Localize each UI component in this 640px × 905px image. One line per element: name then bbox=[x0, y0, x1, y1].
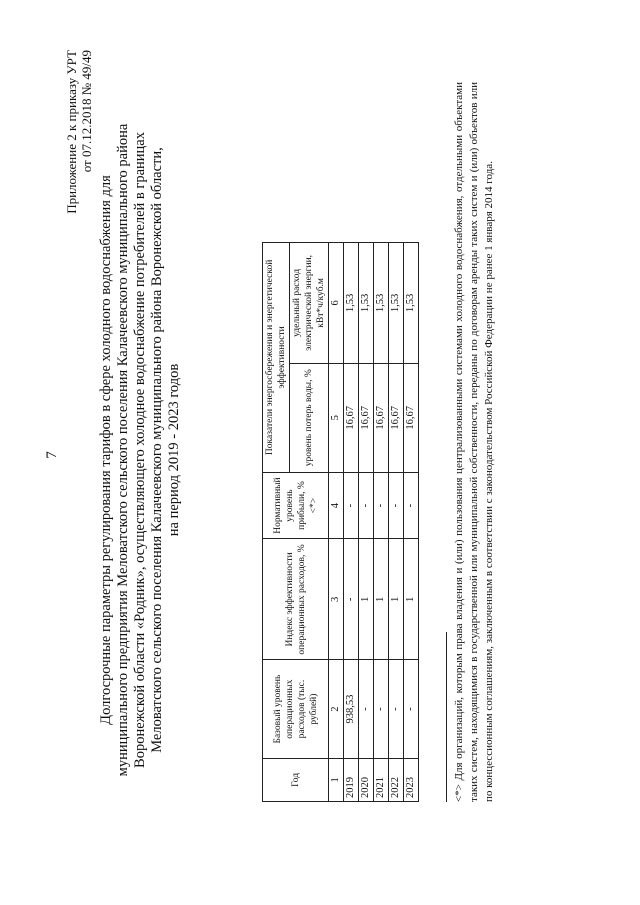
title-line-1: Долгосрочные параметры регулирования тарифов в сфере холодного водоснабжения для bbox=[98, 175, 114, 725]
cell-power-consumption: 1,53 bbox=[374, 243, 389, 364]
col-number: 4 bbox=[329, 472, 344, 539]
appendix-line-2: от 07.12.2018 № 49/49 bbox=[79, 50, 94, 173]
cell-normative-profit: - bbox=[389, 472, 404, 539]
table-row bbox=[344, 243, 359, 802]
cell-base-level: 938,53 bbox=[344, 660, 359, 758]
tariff-parameters-table bbox=[262, 242, 419, 802]
cell-power-consumption: 1,53 bbox=[389, 243, 404, 364]
header-row bbox=[263, 243, 290, 802]
cell-water-loss: 16,67 bbox=[389, 363, 404, 472]
title-line-2: муниципального предприятия Меловатского сельского поселения Калачеевского муниципального района bbox=[115, 123, 131, 777]
cell-power-consumption: 1,53 bbox=[404, 243, 419, 364]
appendix-line-1: Приложение 2 к приказу УРТ bbox=[64, 50, 79, 214]
title-line-4: Меловатского сельского поселения Калачеевского муниципального района Воронежской области, bbox=[149, 147, 165, 753]
cell-power-consumption: 1,53 bbox=[344, 243, 359, 364]
header-year: Год bbox=[263, 758, 329, 801]
cell-base-level: - bbox=[404, 660, 419, 758]
cell-water-loss: 16,67 bbox=[344, 363, 359, 472]
cell-efficiency-index: 1 bbox=[374, 539, 389, 660]
header-base-level: Базовый уровень операционных расходов (тыс. рублей) bbox=[263, 660, 329, 758]
cell-power-consumption: 1,53 bbox=[359, 243, 374, 364]
cell-year: 2020 bbox=[359, 758, 374, 801]
header-energy-group: Показатели энергосбережения и энергетической эффективности bbox=[263, 243, 290, 473]
cell-base-level: - bbox=[374, 660, 389, 758]
table-row bbox=[359, 243, 374, 802]
table-row bbox=[404, 243, 419, 802]
header-power-consumption: удельный расход электрической энергии, кВт*ч/куб.м bbox=[290, 243, 329, 364]
cell-normative-profit: - bbox=[359, 472, 374, 539]
footnote: <*> Для организаций, которым права владения и (или) пользования централизованными системами холодного водоснабжения, отдельными объектами таких систем, находящимися в государственной или муниципальной собственности, переданы по договорам аренды таких систем и (или) объектов или по концессионным соглашениям, заключенным в соответствии с законодательством Российской Федерации не ранее 1 января 2014 года. bbox=[453, 82, 495, 802]
footnote-divider bbox=[446, 632, 447, 802]
cell-year: 2023 bbox=[404, 758, 419, 801]
col-number: 6 bbox=[329, 243, 344, 364]
col-number: 5 bbox=[329, 363, 344, 472]
table-row bbox=[374, 243, 389, 802]
header-efficiency-index: Индекс эффективности операционных расходов, % bbox=[263, 539, 329, 660]
cell-year: 2022 bbox=[389, 758, 404, 801]
cell-normative-profit: - bbox=[404, 472, 419, 539]
cell-efficiency-index: - bbox=[344, 539, 359, 660]
cell-year: 2021 bbox=[374, 758, 389, 801]
cell-year: 2019 bbox=[344, 758, 359, 801]
title-line-3: Воронежской области «Родник», осуществляющего холодное водоснабжение потребителей в границах bbox=[132, 132, 148, 768]
cell-normative-profit: - bbox=[344, 472, 359, 539]
cell-base-level: - bbox=[359, 660, 374, 758]
cell-water-loss: 16,67 bbox=[404, 363, 419, 472]
cell-base-level: - bbox=[389, 660, 404, 758]
cell-efficiency-index: 1 bbox=[389, 539, 404, 660]
column-number-row bbox=[329, 243, 344, 802]
cell-efficiency-index: 1 bbox=[359, 539, 374, 660]
table-row bbox=[389, 243, 404, 802]
cell-normative-profit: - bbox=[374, 472, 389, 539]
header-water-loss: уровень потерь воды, % bbox=[290, 363, 329, 472]
page-number: 7 bbox=[44, 451, 60, 459]
rotated-content bbox=[36, 40, 536, 870]
cell-water-loss: 16,67 bbox=[374, 363, 389, 472]
header-normative-profit: Нормативный уровень прибыли, % <*> bbox=[263, 472, 329, 539]
title-line-5: на период 2019 - 2023 годов bbox=[166, 363, 182, 537]
col-number: 3 bbox=[329, 539, 344, 660]
cell-water-loss: 16,67 bbox=[359, 363, 374, 472]
col-number: 1 bbox=[329, 758, 344, 801]
appendix-header bbox=[64, 50, 94, 214]
document-title bbox=[98, 70, 183, 830]
col-number: 2 bbox=[329, 660, 344, 758]
cell-efficiency-index: 1 bbox=[404, 539, 419, 660]
